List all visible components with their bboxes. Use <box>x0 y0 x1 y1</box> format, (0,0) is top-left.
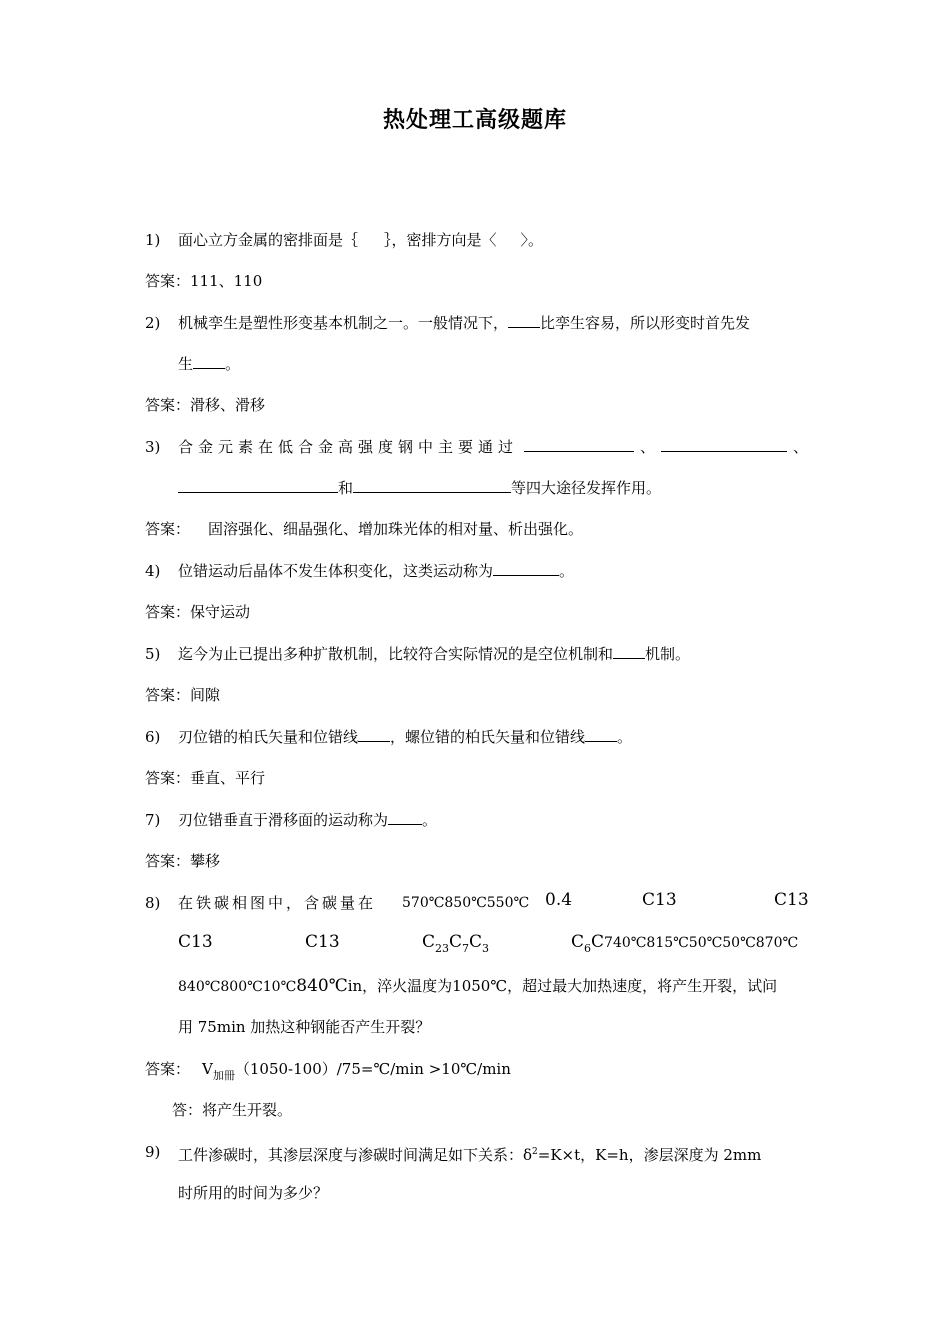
question-8-carbon: 0.4 <box>545 890 573 910</box>
blank <box>508 313 540 328</box>
question-7-number: 7) <box>145 811 161 829</box>
page-title: 热处理工高级题库 <box>382 107 567 133</box>
blank <box>493 561 559 576</box>
question-3-number: 3) <box>145 438 161 456</box>
question-9-number: 9) <box>145 1143 161 1161</box>
question-8-temps-1: 570℃850℃550℃ <box>402 895 530 911</box>
answer-8-conclusion: 答：将产生开裂。 <box>172 1101 293 1119</box>
question-8-c13-d: C13 <box>305 932 340 952</box>
blank <box>613 644 645 659</box>
question-9-line-2: 时所用的时间为多少？ <box>178 1184 329 1202</box>
question-1-number: 1) <box>145 231 161 249</box>
blank <box>388 810 422 825</box>
answer-7: 答案：攀移 <box>145 852 221 870</box>
answer-6: 答案：垂直、平行 <box>145 769 266 787</box>
answer-5: 答案：间隙 <box>145 686 221 704</box>
question-8-line-1: 在铁碳相图中，含碳量在 <box>178 894 377 912</box>
question-7: 刃位错垂直于滑移面的运动称为 。 <box>178 811 438 829</box>
blank <box>178 478 338 493</box>
blank <box>193 354 225 369</box>
question-8-line-4: 用 75min 加热这种钢能否产生开裂？ <box>178 1018 431 1036</box>
question-8-c13-b: C13 <box>774 890 809 910</box>
question-5: 迄今为止已提出多种扩散机制，比较符合实际情况的是空位机制和 机制。 <box>178 645 691 663</box>
blank <box>661 437 787 452</box>
question-2-line-1: 机械孪生是塑性形变基本机制之一。一般情况下， 比孪生容易，所以形变时首先发 <box>178 314 751 332</box>
answer-2: 答案：滑移、滑移 <box>145 396 266 414</box>
blank <box>353 478 511 493</box>
blank <box>585 727 617 742</box>
question-8-line-3: 840℃800℃10℃840℃in，淬火温度为1050℃，超过最大加热速度，将产生开裂，试问 <box>178 976 778 996</box>
question-2-line-2: 生 。 <box>178 355 241 373</box>
blank <box>524 437 634 452</box>
question-8-carbide-b: $C_6C740℃815℃50℃50℃870℃$ <box>571 932 799 955</box>
answer-4: 答案：保守运动 <box>145 603 251 621</box>
question-8-c13-a: C13 <box>642 890 677 910</box>
question-6-number: 6) <box>145 728 161 746</box>
question-3-line-1: 合金元素在低合金高强度钢中主要通过 、 、 <box>178 438 808 456</box>
question-8-c13-c: C13 <box>178 932 213 952</box>
answer-3: 答案： 固溶强化、细晶强化、增加珠光体的相对量、析出强化。 <box>145 520 584 538</box>
question-1: 面心立方金属的密排面是｛ ｝，密排方向是〈 〉。 <box>178 231 544 249</box>
question-9-line-1: 工件渗碳时，其渗层深度与渗碳时间满足如下关系：$\delta^2=K\times t$，K=h，渗层深度为 2mm <box>178 1146 762 1164</box>
question-5-number: 5) <box>145 645 161 663</box>
answer-1: 答案：111、110 <box>145 272 263 290</box>
question-4: 位错运动后晶体不发生体积变化，这类运动称为 。 <box>178 562 575 580</box>
question-4-number: 4) <box>145 562 161 580</box>
question-6: 刃位错的柏氏矢量和位错线 ，螺位错的柏氏矢量和位错线 。 <box>178 728 633 746</box>
question-8-number: 8) <box>145 894 161 912</box>
question-3-line-2: 和 等四大途径发挥作用。 <box>178 478 661 498</box>
answer-8: 答案： $V_{加冊}(1050-100)/75=℃/\min$ >10℃/min <box>145 1060 511 1082</box>
blank <box>358 727 390 742</box>
question-8-carbide-a: $C_{23}C_7C_3$ <box>422 932 490 955</box>
question-2-number: 2) <box>145 314 161 332</box>
